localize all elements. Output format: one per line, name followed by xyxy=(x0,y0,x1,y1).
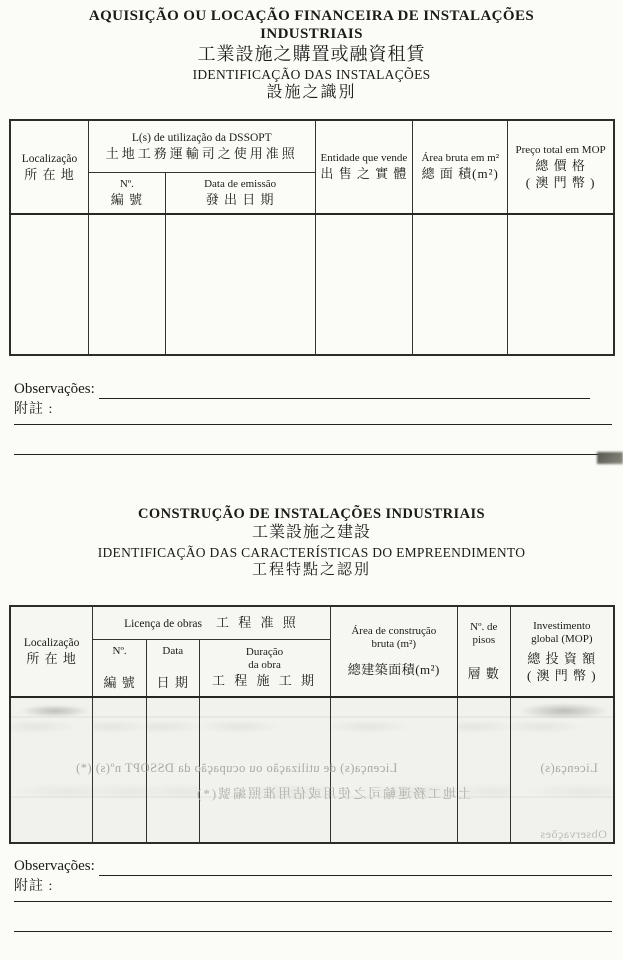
t1-localizacao-zh: 所 在 地 xyxy=(24,166,75,182)
section2-observacoes-label-zh: 附註 : xyxy=(14,879,54,894)
section1-rule-line-1 xyxy=(14,424,612,425)
t2-data-zh: 日 期 xyxy=(156,674,189,690)
t2-numero-zh: 編 號 xyxy=(103,674,136,690)
t1-data-emissao-pt: Data de emissão xyxy=(204,177,277,190)
t2-header-localizacao xyxy=(10,606,93,697)
section2-subtitle-zh: 工程特點之認別 xyxy=(251,562,371,578)
scan-artifact xyxy=(597,452,623,464)
section1-observacoes-label-zh: 附註 : xyxy=(14,402,54,417)
section1-subtitle-zh: 設施之識別 xyxy=(266,84,357,101)
section2-title-pt: CONSTRUÇÃO DE INSTALAÇÕES INDUSTRIAIS xyxy=(138,506,485,522)
t2-duracao-zh: 工 程 施 工 期 xyxy=(212,673,318,689)
t1-cell-numero-blank xyxy=(89,214,166,355)
t1-header-preco xyxy=(508,120,614,214)
t1-header-entidade xyxy=(315,120,413,214)
t1-header-localizacao xyxy=(10,120,89,214)
section2-subtitle-pt: IDENTIFICAÇÃO DAS CARACTERÍSTICAS DO EMPREENDIMENTO xyxy=(97,545,526,560)
t2-investimento-zh-line2: ( 澳 門 幣 ) xyxy=(526,667,597,683)
t2-area-pt-line2: bruta (m²) xyxy=(371,638,417,650)
t2-cell-numero-blank xyxy=(93,697,147,843)
bleed-through-text-pt: Licença(s) de utilização ou ocupação da DSSOPT nº(s) (*) xyxy=(75,761,398,775)
t2-investimento-zh-line1: 總 投 資 額 xyxy=(527,650,597,666)
t2-data-pt: Data xyxy=(162,644,184,657)
t2-header-investimento xyxy=(510,606,614,697)
t2-pisos-pt-line2: pisos xyxy=(472,634,496,646)
section1-title-block xyxy=(0,0,623,103)
t1-cell-data-emissao-blank xyxy=(165,214,315,355)
instalacoes-table xyxy=(9,119,615,356)
t1-entidade-pt: Entidade que vende xyxy=(320,152,408,164)
t1-data-emissao-zh: 發 出 日 期 xyxy=(205,191,275,207)
section1-subtitle-pt: IDENTIFICAÇÃO DAS INSTALAÇÕES xyxy=(192,67,431,82)
t1-cell-preco-blank xyxy=(508,214,614,355)
t2-area-pt-line1: Área de construção xyxy=(351,625,437,637)
section2-title-block xyxy=(0,505,623,580)
t1-numero-zh: 編 號 xyxy=(110,191,143,207)
t2-header-numero xyxy=(93,639,147,697)
t1-preco-zh-line2: ( 澳 門 幣 ) xyxy=(525,174,596,190)
t1-blank-row xyxy=(10,214,614,355)
section2-rule-line-2 xyxy=(14,931,612,932)
t1-area-zh: 總 面 積(m²) xyxy=(421,166,499,181)
t1-cell-area-blank xyxy=(413,214,508,355)
t2-duracao-pt-line1: Duração xyxy=(245,646,284,659)
t1-preco-zh-line1: 總 價 格 xyxy=(535,157,586,173)
t2-pisos-zh: 層 數 xyxy=(467,666,500,681)
t1-numero-pt: Nº. xyxy=(119,177,134,190)
section2-rule-line-1 xyxy=(14,901,612,902)
section1-observacoes-block xyxy=(14,380,612,455)
t2-cell-data-blank xyxy=(146,697,199,843)
section2-observacoes-line xyxy=(99,858,612,876)
t1-preco-pt: Preço total em MOP xyxy=(515,143,606,156)
t1-cell-entidade-blank xyxy=(315,214,413,355)
t2-cell-localizacao-blank xyxy=(10,697,93,843)
t1-header-numero xyxy=(89,172,166,214)
section1-title-pt-line1: AQUISIÇÃO OU LOCAÇÃO FINANCEIRA DE INSTALAÇÕES xyxy=(88,8,535,24)
bleed-through-text-corner: Observações xyxy=(540,827,607,841)
t2-investimento-pt-line2: global (MOP) xyxy=(531,632,593,645)
section1-observacoes-label: Observações: xyxy=(14,381,95,397)
t2-header-duracao xyxy=(199,639,330,697)
t2-cell-area-blank xyxy=(330,697,457,843)
bleed-through-text-fragment: Licença(s) xyxy=(540,761,598,775)
section1-rule-line-2 xyxy=(14,454,612,455)
t1-header-area xyxy=(413,120,508,214)
t1-licenca-group-zh: 土地工務運輸司之使用准照 xyxy=(105,145,298,161)
section2-observacoes-label: Observações: xyxy=(14,858,95,874)
t2-blank-row xyxy=(10,697,614,843)
section1-title-zh: 工業設施之購置或融資租賃 xyxy=(197,44,426,64)
section2-title-zh: 工業設施之建設 xyxy=(251,524,371,541)
t1-area-pt: Área bruta em m² xyxy=(421,152,499,164)
t2-header-licenca-group xyxy=(93,606,330,639)
t1-header-data-emissao xyxy=(165,172,315,214)
section1-title-pt-line2: INDUSTRIAIS xyxy=(260,26,363,42)
construcao-table xyxy=(9,605,615,844)
t2-licenca-group-pt: Licença de obras xyxy=(124,617,202,630)
t2-cell-investimento-blank xyxy=(510,697,614,843)
t2-cell-duracao-blank xyxy=(199,697,330,843)
t2-localizacao-zh: 所 在 地 xyxy=(26,651,77,666)
t1-cell-localizacao-blank xyxy=(10,214,89,355)
t2-header-pisos xyxy=(458,606,511,697)
t1-localizacao-pt: Localização xyxy=(21,152,78,165)
t2-pisos-pt-line1: Nº. de xyxy=(470,621,498,633)
t1-licenca-group-pt: L(s) de utilização da DSSOPT xyxy=(131,131,272,144)
section2-observacoes-block xyxy=(14,857,612,932)
t2-duracao-pt-line2: da obra xyxy=(248,659,281,672)
t2-licenca-group-zh: 工 程 准 照 xyxy=(215,614,299,630)
bleed-through-text-zh: 土地工務運輸司之使用或佔用准照編號(*) xyxy=(195,786,472,801)
t2-localizacao-pt: Localização xyxy=(23,637,80,649)
t2-header-data xyxy=(146,639,199,697)
t1-entidade-zh: 出 售 之 實 體 xyxy=(320,166,408,181)
section1-observacoes-line xyxy=(99,381,590,399)
t1-header-licenca-group xyxy=(89,120,315,172)
t2-numero-pt: Nº. xyxy=(112,644,127,657)
t2-header-area xyxy=(330,606,457,697)
t2-area-zh: 總建築面積(m²) xyxy=(347,662,440,677)
t2-cell-pisos-blank xyxy=(458,697,511,843)
t2-investimento-pt-line1: Investimento xyxy=(533,619,591,632)
